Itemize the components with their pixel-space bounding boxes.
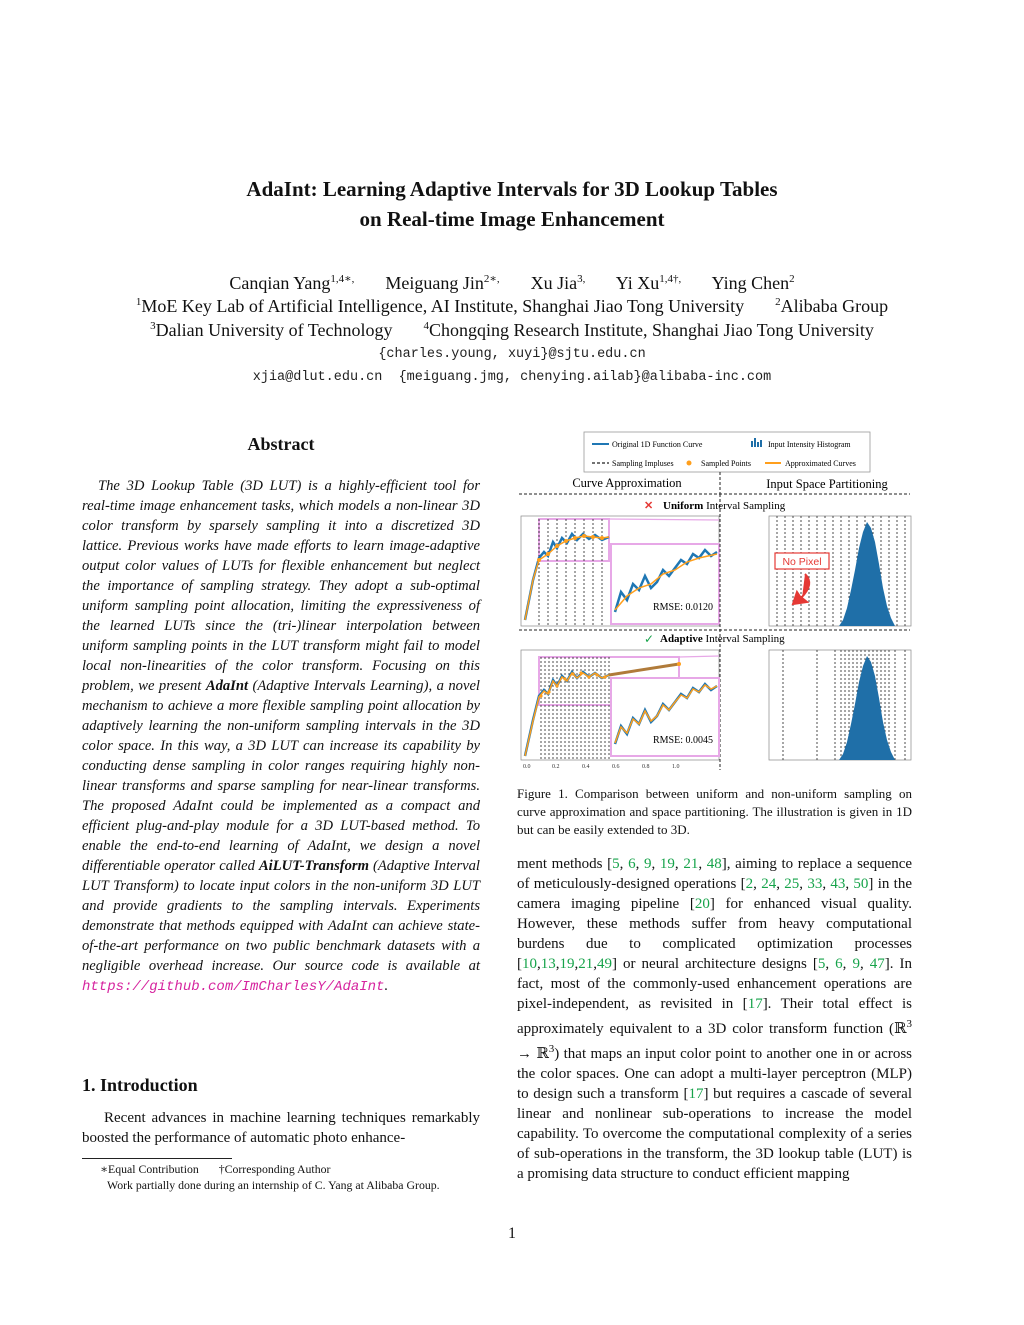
citation[interactable]: 13 <box>540 956 556 972</box>
citation[interactable]: 2 <box>745 876 754 892</box>
author-marks: 1,4∗, <box>330 273 355 285</box>
adaptive-partition-panel <box>769 650 911 760</box>
footnote-line-2: Work partially done during an internship of C. Yang at Alibaba Group. <box>107 1178 440 1192</box>
affiliation-name: MoE Key Lab of Artificial Intelligence, AI Institute, Shanghai Jiao Tong University <box>141 296 745 316</box>
citation[interactable]: 47 <box>869 956 885 972</box>
affiliation-name: Dalian University of Technology <box>155 320 393 340</box>
author-name: Ying Chen <box>711 273 790 293</box>
author-name: Meiguang Jin <box>385 273 484 293</box>
citation[interactable]: 25 <box>784 876 800 892</box>
abstract-end: . <box>384 978 389 994</box>
citation[interactable]: 5 <box>817 956 826 972</box>
abstract-text: (Adaptive Intervals Learning), a novel mechanism to achieve a more flexible sampling point allocation by adaptively learning the non-uniform sampling intervals in the 3D color space. In this way, a 3D LUT can increase its capability by conducting dense sampling in color ranges requiring highly non-linear transforms and sparse sampling for near-linear transforms. The proposed AdaInt could be implemented as a compact and efficient plug-and-play module for a 3D LUT-based method. To enable the end-to-end learning of AdaInt, we design a novel differentiable operator called <box>82 678 480 874</box>
citation[interactable]: 21 <box>683 856 699 872</box>
figure-1 <box>517 430 912 775</box>
abstract-text: The 3D Lookup Table (3D LUT) is a highly-efficient tool for real-time image enhancement tasks, which models a non-linear 3D color transform by sparsely sampling it into a discretized 3D lattice. Previous works have made efforts to learn image-adaptive output color values of LUTs for flexible enhancement but neglect the importance of sampling strategy. They adopt a sub-optimal uniform sampling point allocation, limiting the expressiveness of the learned LUTs since the (tri-)linear interpolation between uniform sampling points in the LUT transform might fail to model local non-linearities of the color transform. Focusing on this problem, we present <box>82 478 480 694</box>
term-ailut-transform: AiLUT-Transform <box>258 858 369 874</box>
author-name: Xu Jia <box>530 273 578 293</box>
citation[interactable]: 17 <box>688 1086 704 1102</box>
legend-approx-label: Approximated Curves <box>785 459 856 468</box>
uniform-partition-panel <box>769 516 911 626</box>
rmse-adaptive: RMSE: 0.0045 <box>653 735 714 746</box>
figure-caption: Figure 1. Comparison between uniform and non-uniform sampling on curve approximation and space partitioning. The illustration is given in 1D but can be easily extended to 3D. <box>517 786 912 837</box>
code-link[interactable]: https://github.com/ImCharlesY/AdaInt <box>82 979 385 995</box>
uniform-label: Uniform Interval Sampling <box>663 500 786 512</box>
footnote-line-1 <box>100 1161 480 1177</box>
rmse-uniform: RMSE: 0.0120 <box>653 602 714 613</box>
uniform-curve-panel <box>521 516 719 626</box>
author-marks: 1,4†, <box>659 273 682 285</box>
abstract-body <box>82 476 480 997</box>
abstract-text: (Adaptive Interval LUT Transform) to locate input colors in the non-uniform 3D LUT and provide gradients to the sampling intervals. Experiments demonstrate that methods equipped with AdaInt can achieve state-of-the-art performance on two public benchmark datasets with a negligible overhead increase. Our source code is available at <box>82 858 480 974</box>
author-list <box>0 272 1024 294</box>
x-tick-label: 1.0 <box>672 764 680 770</box>
citation[interactable]: 49 <box>597 956 612 972</box>
x-tick-label: 0.6 <box>612 764 620 770</box>
adaptive-curve-panel <box>521 650 719 770</box>
page-number: 1 <box>508 1225 516 1242</box>
x-tick-label: 0.2 <box>552 764 560 770</box>
paper-title-line-1: AdaInt: Learning Adaptive Intervals for 3D Lookup Tables <box>246 177 778 201</box>
affiliation-sup: 3 <box>150 320 156 332</box>
citation[interactable]: 6 <box>628 856 636 872</box>
footnote-equal: ∗Equal Contribution <box>100 1162 199 1176</box>
citation[interactable]: 24 <box>761 876 777 892</box>
adaptive-label: Adaptive Interval Sampling <box>660 633 785 645</box>
citation[interactable]: 50 <box>853 876 869 892</box>
uniform-cross-icon: ✕ <box>644 500 654 512</box>
legend-points-label: Sampled Points <box>701 459 752 468</box>
affiliation-line-2 <box>0 320 1024 341</box>
footnote-corresponding: †Corresponding Author <box>218 1162 331 1176</box>
citation[interactable]: 9 <box>852 956 860 972</box>
term-adaint: AdaInt <box>205 678 249 694</box>
intro-heading: 1. Introduction <box>82 1075 198 1095</box>
email-line-1: {charles.young, xuyi}@sjtu.edu.cn <box>378 347 646 362</box>
affiliation-line-1 <box>0 296 1024 317</box>
affiliation-sup: 1 <box>135 296 142 308</box>
citation[interactable]: 20 <box>694 896 710 912</box>
curve-approximation-title: Curve Approximation <box>572 476 682 490</box>
citation[interactable]: 33 <box>807 876 823 892</box>
no-pixel-label: No Pixel <box>782 556 822 568</box>
footnote-rule <box>82 1158 232 1159</box>
input-space-partitioning-title: Input Space Partitioning <box>766 477 888 491</box>
citation[interactable]: 43 <box>830 876 846 892</box>
figure-1-graphic <box>517 430 912 775</box>
adaptive-check-icon: ✓ <box>644 632 655 646</box>
legend-hist-label: Input Intensity Histogram <box>768 440 851 449</box>
affiliation-name: Chongqing Research Institute, Shanghai Jiao Tong University <box>429 320 874 340</box>
email-line-2: xjia@dlut.edu.cn {meiguang.jmg, chenying.ailab}@alibaba-inc.com <box>252 370 772 385</box>
author-marks: 2 <box>789 273 795 285</box>
legend-impulse-label: Sampling Impluses <box>612 459 674 468</box>
citation[interactable]: 5 <box>612 856 620 872</box>
x-tick-label: 0.8 <box>642 764 650 770</box>
author-marks: 3, <box>577 273 586 285</box>
affiliation-name: Alibaba Group <box>780 296 889 316</box>
author-marks: 2∗, <box>483 273 500 285</box>
citation[interactable]: 48 <box>706 856 722 872</box>
citation[interactable]: 21 <box>578 956 594 972</box>
intro-paragraph: Recent advances in machine learning techniques remarkably boosted the performance of automatic photo enhance- <box>82 1110 480 1146</box>
intro-continued-paragraph: ment methods [5, 6, 9, 19, 21, 48], aiming to replace a sequence of meticulously-designed operations [2, 24, 25, 33, 43, 50] in the camera imaging pipeline [20] for enhanced visual quality. However, these methods suffer from heavy computational burdens due to complicated optimization processes [10,13,19,21,49] or neural architecture designs [5, 6, 9, 47]. In fact, most of the commonly-used enhancement operations are pixel-independent, as revisited in [17]. Their total effect is approximately equivalent to a 3D color transform function (ℝ$^3$ → ℝ$^3$) that maps an input color point to another one in or across the color spaces. One can adopt a multi-layer perceptron (MLP) to design such a transform [17] but requires a cascade of several linear and nonlinear sub-operations to increase the model capability. To overcome the computational complexity of a series of sub-operations in the transform, the 3D lookup table (LUT) is a promising data structure to conduct efficient mapping <box>517 856 913 1182</box>
abstract-heading: Abstract <box>247 434 315 454</box>
citation[interactable]: 19 <box>559 956 575 972</box>
paper-title-line-2: on Real-time Image Enhancement <box>359 207 665 231</box>
citation[interactable]: 6 <box>835 956 843 972</box>
citation[interactable]: 19 <box>659 856 675 872</box>
citation[interactable]: 9 <box>643 856 652 872</box>
legend-point-marker <box>687 461 692 466</box>
citation[interactable]: 17 <box>747 996 763 1012</box>
x-tick-label: 0.0 <box>523 764 531 770</box>
x-tick-label: 0.4 <box>582 764 590 770</box>
author-name: Canqian Yang <box>229 273 331 293</box>
affiliation-sup: 2 <box>775 296 781 308</box>
citation[interactable]: 10 <box>522 956 537 972</box>
affiliation-sup: 4 <box>423 320 429 332</box>
author-name: Yi Xu <box>615 273 660 293</box>
legend-curve-label: Original 1D Function Curve <box>612 440 703 449</box>
